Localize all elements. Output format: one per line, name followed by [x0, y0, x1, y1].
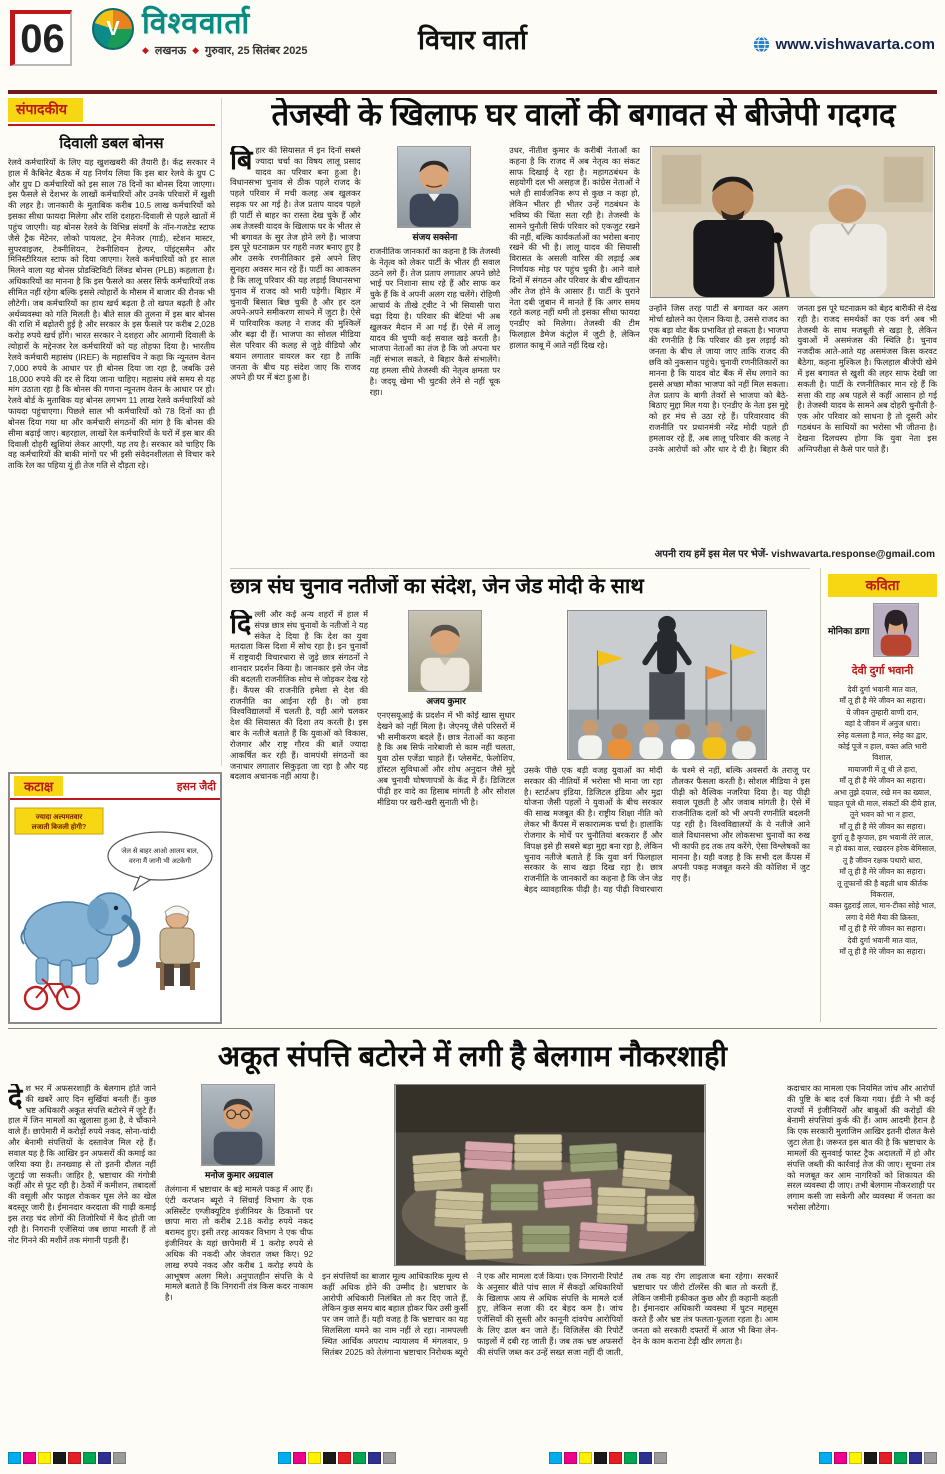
poem-line: माँ तू ही है मेरे जीवन का सहारा। [839, 867, 926, 877]
poem-line: अभा तुझे दयाल, रखे मन का ख्याल, [833, 787, 932, 797]
article-2 [230, 568, 810, 1022]
article-2-headline: छात्र संघ चुनाव नतीजों का संदेश, जेन जेड मोदी के साथ [230, 575, 644, 598]
brand-logo-icon [92, 8, 134, 50]
article-2-text-1: ल्ली और कई अन्य शहरों में हाल में संपन्न छात्र संघ चुनावों के नतीजों ने यह संकेत दे दिया है कि देश का युवा मतदाता किस दिशा में सोच रहा है। इन चुनावों में राष्ट्रवादी विचारधारा से जुड़े छात्र संगठनों ने शानदार प्रदर्शन किया है। जानकार इसे जेन जेड की बदलती राजनीतिक सोच से जोड़कर देख रहे हैं। कैंपस की राजनीति हमेशा से देश की राजनीति का आईना रही है। जो हवा विश्वविद्यालयों में चलती है, वही आगे चलकर देश की सियासत की दिशा तय करती है। इस बार के नतीजे बताते हैं कि युवाओं को विकास, रोजगार और राष्ट्र गौरव की बातें ज्यादा आकर्षित कर रही हैं। वामपंथी संगठनों का जनाधार लगातार सिकुड़ता जा रहा है और यह बदलाव अचानक नहीं आया है। [230, 610, 368, 782]
page-number: 06 [10, 10, 72, 66]
cartoon-box [8, 772, 222, 1024]
color-swatch [564, 1452, 577, 1464]
color-swatch [383, 1452, 396, 1464]
article-1-author-photo [397, 146, 473, 243]
color-swatch [278, 1452, 291, 1464]
article-2-text-3: उसके पीछे एक बड़ी वजह युवाओं का मोदी सरकार की नीतियों में भरोसा भी माना जा रहा है। स्टार्टअप इंडिया, डिजिटल इंडिया और मुद्रा योजना जैसी पहलों ने युवाओं के बीच सरकार की साख मजबूत की है। राष्ट्रीय शिक्षा नीति को लेकर भी कैंपस में सकारात्मक चर्चा है। हालांकि रोजगार के मोर्चे पर चुनौतियां बरकरार हैं और विपक्ष इसे ही सबसे बड़ा मुद्दा बना रहा है, लेकिन चुनाव नतीजे बताते हैं कि युवा वर्ग फिलहाल सरकार के साथ खड़ा दिख रहा है। छात्र राजनीति के जानकारों का कहना है कि जेन जेड बेहद व्यावहारिक पीढ़ी है। यह पीढ़ी विचारधारा के चश्मे से नहीं, बल्कि अवसरों के तराजू पर तौलकर फैसला करती है। सोशल मीडिया ने इस पीढ़ी को वैश्विक नजरिया दिया है। यह पीढ़ी सवाल पूछती है और जवाब मांगती है। ऐसे में राजनीतिक दलों को भी अपनी रणनीति बदलनी पड़ रही है। विश्वविद्यालयों के ये नतीजे आने वाले विधानसभा और लोकसभा चुनावों का रुख भी काफी हद तक तय करेंगे, ऐसा विश्लेषकों का मानना है। यही वजह है कि सभी दल कैंपस में अपनी पकड़ मजबूत करने की कोशिश में जुट गए हैं। [524, 766, 810, 895]
color-swatch [609, 1452, 622, 1464]
article-1-column-3: उधर, नीतीश कुमार के करीबी नेताओं का कहना है कि राजद में अब नेतृत्व का संकट साफ दिखाई दे रहा है। महागठबंधन के सहयोगी दल भी असहज हैं। कांग्रेस नेताओं ने भले ही सार्वजनिक रूप से कुछ न कहा हो, लेकिन भीतर ही भीतर उन्हें गठबंधन के भविष्य की चिंता सता रही है। तेजस्वी के सामने चुनौती सिर्फ परिवार को एकजुट रखने की नहीं, बल्कि कार्यकर्ताओं का भरोसा बनाए रखने की भी है। लालू यादव की सियासी विरासत के असली वारिस की लड़ाई अब निर्णायक मोड़ पर पहुंच चुकी है। आने वाले दिनों में संगठन और परिवार के बीच खींचतान और तेज होने के आसार हैं। पार्टी के पुराने नेता दबी जुबान में मानते हैं कि अगर समय रहते कलह नहीं थमी तो इसका सीधा फायदा एनडीए को मिलेगा। तेजस्वी की टीम फिलहाल डैमेज कंट्रोल में जुटी है, लेकिन हालात काबू में आते नहीं दिख रहे। [509, 146, 640, 350]
poem-line: माँ तू ही है मेरे जीवन का सहारा। [839, 696, 926, 706]
article-3-author-name: मनोज कुमार अग्रवाल [204, 1170, 274, 1180]
poem-line: न हो वंका वाल, रखदरन हरेक बेमिसाल, [828, 844, 937, 854]
article-1-politicians-photo [650, 146, 935, 298]
article-2-students-photo [567, 610, 767, 760]
masthead-title: विश्ववार्ता [142, 7, 251, 40]
cartoon-label: कटाक्ष [14, 776, 63, 796]
poem-body [828, 684, 937, 957]
globe-icon [753, 36, 770, 53]
color-swatch [594, 1452, 607, 1464]
cartoon-box-text-1: ज्यादा अल्पमतवार [35, 814, 83, 821]
poem-line: दुर्गा तू है कृपाल, हम भवानी तेरे लाल, [832, 833, 933, 843]
poem-line: माँ तू ही है मेरे जीवन का सहारा। [839, 821, 926, 831]
poem-author-photo [873, 603, 919, 657]
color-swatch [579, 1452, 592, 1464]
poem-title: देवी दुर्गा भवानी [851, 665, 914, 677]
masthead-brand [92, 8, 308, 58]
color-swatch [308, 1452, 321, 1464]
article-2-column-3-4 [524, 610, 810, 1012]
color-swatch [909, 1452, 922, 1464]
dateline-city: लखनऊ [154, 44, 187, 57]
article-1-text-4: उन्होंने जिस तरह पार्टी से बगावत कर अलग मोर्चा खोलने का ऐलान किया है, उससे राजद का एक बड़ा वोट बैंक प्रभावित हो सकता है। भाजपा की रणनीति है कि परिवार की इस लड़ाई को जनता के बीच ले जाया जाए ताकि राजद की छवि को नुकसान पहुंचे। चुनावी रणनीतिकारों का मानना है कि यादव वोट बैंक में सेंध लगाने का इससे अच्छा मौका भाजपा को नहीं मिल सकता। तेज प्रताप के बागी तेवरों से भाजपा को बैठे-बिठाए मुद्दा मिल गया है। एनडीए के नेता इस मुद्दे को हर मंच से उठा रहे हैं। परिवारवाद की राजनीति पर प्रधानमंत्री नरेंद्र मोदी पहले ही हमलावर रहे हैं, अब लालू परिवार की कलह ने उनके आरोपों को और धार दे दी है। बिहार की जनता इस पूरे घटनाक्रम को बेहद बारीकी से देख रही है। राजद समर्थकों का एक वर्ग अब भी तेजस्वी के साथ मजबूती से खड़ा है, लेकिन युवाओं में असमंजस की स्थिति है। चुनाव नजदीक आते-आते यह असमंजस किस करवट बैठेगा, कहना मुश्किल है। फिलहाल बीजेपी खेमे में इस बगावत से खुशी की लहर साफ देखी जा सकती है। पार्टी के रणनीतिकार मान रहे हैं कि सत्ता की राह अब पहले से कहीं आसान हो गई है। तेजस्वी यादव के सामने अब दोहरी चुनौती है- एक ओर परिवार को साधना है तो दूसरी ओर गठबंधन के साथियों का भरोसा भी जीतना है। देखना दिलचस्प होगा कि युवा नेता इस अग्निपरीक्षा से कैसे पार पाते हैं। [648, 304, 937, 454]
color-swatch [83, 1452, 96, 1464]
article-3-dropcap: दे [8, 1084, 23, 1113]
website-link[interactable] [753, 36, 935, 53]
color-swatch [23, 1452, 36, 1464]
section-divider [8, 1028, 937, 1029]
article-1-dropcap: बि [230, 146, 253, 175]
color-swatch [639, 1452, 652, 1464]
poem-line: स्नेह वत्सला है मात, स्नेह का द्वार, [837, 730, 928, 740]
color-swatch [353, 1452, 366, 1464]
poem-line: देवी दुर्गा भवानी मात वात, [847, 685, 918, 694]
editorial-title: दिवाली डबल बोनस [59, 135, 164, 152]
color-swatch [624, 1452, 637, 1464]
article-3-column-2 [165, 1084, 313, 1436]
article-1-headline: तेजस्वी के खिलाफ घर वालों की बगावत से बीजेपी गदगद [271, 98, 896, 132]
poem-line: वक्त दुहराई लाल, मान-टीका सोहे भाल, [829, 901, 936, 911]
color-swatch [113, 1452, 126, 1464]
registration-swatch-group [819, 1452, 937, 1466]
editorial-section [8, 98, 222, 766]
color-swatch [894, 1452, 907, 1464]
color-swatch [819, 1452, 832, 1464]
article-2-author-name: अजय कुमार [426, 696, 466, 706]
print-registration-bars [8, 1452, 937, 1466]
color-swatch [924, 1452, 937, 1464]
color-swatch [293, 1452, 306, 1464]
poem-label: कविता [828, 574, 937, 597]
article-1-column-1 [230, 146, 361, 528]
website-url[interactable]: www.vishwavarta.com [775, 36, 935, 53]
editorial-label: संपादकीय [8, 98, 83, 122]
feedback-email[interactable]: अपनी राय हमें इस मेल पर भेजें- vishwavarta.response@gmail.com [654, 549, 935, 560]
article-3-column-3-4-5 [322, 1084, 778, 1436]
article-3-text-1: श भर में अफसरशाही के बेलगाम होते जाने की खबरें आए दिन सुर्खियां बनती हैं। कुछ भ्रष्ट अधिकारी अकूत संपत्ति बटोरने में जुटे हैं। हाल में जिन मामलों का खुलासा हुआ है, वे चौंकाने वाले हैं। छापेमारी में करोड़ों रुपये नकद, सोना-चांदी और बेनामी संपत्तियों के दस्तावेज मिल रहे हैं। सवाल यह है कि आखिर इन अफसरों की कमाई का जरिया क्या है। तनख्वाह से तो इतनी दौलत नहीं जुटाई जा सकती। जाहिर है, भ्रष्टाचार की गंगोत्री कहीं और से फूट रही है। ठेकों में कमीशन, तबादलों की वसूली और फाइल रोककर घूस लेने का खेल बदस्तूर जारी है। ईमानदार करदाता की गाढ़ी कमाई इस तरह चंद लोगों की तिजोरियों में कैद होती जा रही है। निगरानी एजेंसियां जब छापा मारती हैं तो नोट गिनने की मशीनें तक मंगानी पड़ती हैं। [8, 1084, 156, 1245]
dateline [142, 43, 308, 58]
article-2-column-2 [377, 610, 515, 1012]
color-swatch [368, 1452, 381, 1464]
cartoon-box-text-2: लजाती बिजली होगी? [31, 824, 87, 831]
dateline-date: गुरुवार, 25 सितंबर 2025 [205, 44, 308, 57]
article-1-text-2: राजनीतिक जानकारों का कहना है कि तेजस्वी के नेतृत्व को लेकर पार्टी के भीतर ही सवाल उठने लगे हैं। तेज प्रताप लगातार अपने छोटे भाई पर निशाना साध रहे हैं और साफ कर चुके हैं कि वे अपनी अलग राह चलेंगे। रोहिणी आचार्य के तीखे ट्वीट ने भी सियासी पारा चढ़ा दिया है। परिवार की बेटियां भी अब खुलकर मैदान में आ गई हैं। ऐसे में लालू यादव की चुप्पी कई सवाल खड़े करती है। भाजपा नेताओं का तंज है कि जो अपना घर नहीं संभाल सकते, वे बिहार कैसे संभालेंगे। यह हमला सीधे तेजस्वी की नेतृत्व क्षमता पर है। जदयू खेमा भी चुटकी लेने से नहीं चूक रहा। [369, 247, 501, 397]
color-swatch [53, 1452, 66, 1464]
color-swatch [864, 1452, 877, 1464]
registration-swatch-group [8, 1452, 126, 1466]
article-1 [230, 98, 937, 560]
poem-line: चाहत पूजे धी माल, संकटों की दीये हाल, [828, 798, 937, 808]
logo-letter: V [106, 17, 120, 40]
article-3-author-photo [201, 1084, 277, 1181]
poem-line: कोई पूजे न हाल, वक्त अति भारी विशाल, [838, 741, 927, 763]
poem-line: माँ तू ही है मेरे जीवन का सहारा। [839, 776, 926, 786]
poem-line: माँ तू ही है मेरे जीवन का सहारा। [839, 946, 926, 956]
article-3-headline: अकूत संपत्ति बटोरने में लगी है बेलगाम नौकरशाही [217, 1041, 728, 1073]
article-1-column-2 [370, 146, 501, 528]
cartoon-illustration [10, 800, 220, 1018]
color-swatch [338, 1452, 351, 1464]
color-swatch [323, 1452, 336, 1464]
registration-swatch-group [549, 1452, 667, 1466]
article-1-author-name: संजय सक्सेना [412, 232, 458, 242]
cartoon-bubble-text-2: वरना मैं जानी भी अटकेगी [128, 858, 192, 865]
poem-line: माँ तू ही है मेरे जीवन का सहारा। [839, 924, 926, 934]
article-3-money-photo [394, 1084, 706, 1266]
article-2-text-2: एनएसयूआई के प्रदर्शन में भी कोई खास सुधार देखने को नहीं मिला है। जेएनयू जैसे परिसरों में भी समीकरण बदले हैं। छात्र नेताओं का कहना है कि अब सिर्फ नारेबाजी से काम नहीं चलता, युवा ठोस एजेंडा चाहते हैं। प्लेसमेंट, फेलोशिप, हॉस्टल सुविधाओं और शोध अनुदान जैसे मुद्दे अब चुनावी घोषणापत्रों के केंद्र में हैं। डिजिटल पीढ़ी हर वादे का हिसाब मांगती है और सोशल मीडिया पर खरी-खरी सुनाती भी है। [377, 711, 515, 807]
poem-line: देवी दुर्गा भवानी मात वात, [847, 935, 918, 945]
color-swatch [98, 1452, 111, 1464]
article-1-text-1: हार की सियासत में इन दिनों सबसे ज्यादा चर्चा का विषय लालू प्रसाद यादव का परिवार बना हुआ है। विधानसभा चुनाव से ठीक पहले राजद के पहले परिवार में मची कलह अब खुलकर सड़क पर आ गई है। तेज प्रताप यादव पहले ही पार्टी से बाहर का रास्ता देख चुके हैं और अब तेजस्वी यादव के खिलाफ घर के भीतर से भी बगावत के सुर तेज होने लगे हैं। भाजपा इस पूरे घटनाक्रम पर गहरी नजर बनाए हुए है और उसके रणनीतिकार इसे अपने लिए सुनहरा अवसर मान रहे हैं। पार्टी का आकलन है कि लालू परिवार की यह लड़ाई विधानसभा चुनाव में राजद को भारी पड़ेगी। बिहार में चुनावी बिसात बिछ चुकी है और हर दल अपने-अपने समीकरण साधने में जुटा है। ऐसे में पारिवारिक कलह ने राजद की मुश्किलें और बढ़ा दी हैं। भाजपा का सोशल मीडिया सेल परिवार की कलह से जुड़े वीडियो और बयान लगातार वायरल कर रहा है ताकि जनता के बीच यह संदेश जाए कि राजद अपने ही घर में बंटा हुआ है। [230, 146, 361, 383]
color-swatch [8, 1452, 21, 1464]
article-2-author-photo [408, 610, 484, 707]
diamond-icon: ◆ [142, 44, 149, 55]
poem-line: तू है जीवन रक्षक पथारो धारा, [842, 855, 923, 865]
color-swatch [879, 1452, 892, 1464]
poem-author-name: मोनिका डागा [828, 625, 870, 636]
article-2-dropcap: दि [230, 610, 252, 639]
poem-section [820, 568, 937, 1022]
article-3 [8, 1036, 937, 1438]
editorial-body: रेलवे कर्मचारियों के लिए यह खुशखबरी की तैयारी है। केंद्र सरकार ने हाल में कैबिनेट बैठक में यह निर्णय लिया कि इस बार रेलवे के ग्रुप C और ग्रुप D कर्मचारियों को इस साल 78 दिनों का बोनस दिया जाएगा। इस फैसले से देशभर के लाखों कर्मचारियों और उनके परिवारों में खुशी की लहर है। जानकारी के मुताबिक करीब 10.5 लाख कर्मचारियों को इसका सीधा फायदा मिलेगा और राशि दशहरा-दिवाली से पहले खातों में पहुंच जाएगी। यह बोनस रेलवे के विभिन्न संवर्गों के नॉन-गजटेड स्टाफ जैसे ट्रैक मेंटेनर, लोको पायलट, ट्रेन मैनेजर (गार्ड), स्टेशन मास्टर, सुपरवाइजर, टेक्नीशियन, टेक्नीशियन हेल्पर, पॉइंट्समैन और मिनिस्टीरियल स्टाफ को दिया जाएगा। रेलवे कर्मचारियों को हर साल मिलने वाला यह बोनस प्रोडक्टिविटी लिंक्ड बोनस (PLB) कहलाता है। अधिकारियों का मानना है कि इस फैसले का असर सिर्फ कर्मचारियों तक सीमित नहीं रहेगा बल्कि इससे त्योहारों के मौसम में बाजार की रौनक भी लौटेगी। जब कर्मचारियों का हाथ खर्च बढ़ता है तो खपत बढ़ती है और अर्थव्यवस्था को गति मिलती है। बीते साल की तुलना में इस बार बोनस की राशि में बढ़ोतरी हुई है और सरकार के इस फैसले पर करीब 2,028 करोड़ रुपये खर्च होंगे। भारत सरकार ने दशहरा और आगामी दिवाली के त्योहारों के मद्देनजर रेल कर्मचारियों को यह तोहफा दिया है। भारतीय रेलवे कर्मचारी महासंघ (IREF) के महासचिव ने कहा कि न्यूनतम वेतन 7,000 रुपये के आधार पर ही बोनस दिया जा रहा है, जबकि उसे 18,000 रुपये की दर से दिया जाना चाहिए। महासंघ लंबे समय से यह मांग उठाता रहा है कि बोनस की गणना न्यूनतम वेतन के आधार पर हो। रेलवे बोर्ड के मुताबिक यह बोनस लगभग 11 लाख रेलवे कर्मचारियों को फायदा पहुंचाएगा। पिछले साल भी कर्मचारियों को 78 दिनों का ही बोनस दिया गया था और कर्मचारी संगठनों की मांग है कि बोनस की सीमा बढ़ाई जाए। बहरहाल, लाखों रेल कर्मचारियों के घरों में इस बार की दिवाली दोहरी खुशियां लेकर आएगी, यह तय है। सरकार को चाहिए कि वह कर्मचारियों की बाकी मांगों पर भी इसी संवेदनशीलता से विचार करे ताकि रेल का पहिया यूं ही तेज गति से दौड़ता रहे। [8, 158, 215, 471]
section-title: विचार वार्ता [417, 25, 528, 55]
article-3-text-3: इन संपत्तियों का बाजार मूल्य आधिकारिक मूल्य से कहीं अधिक होने की उम्मीद है। भ्रष्टाचार के आरोपी अधिकारी निलंबित तो कर दिए जाते हैं, लेकिन कुछ समय बाद बहाल होकर फिर उसी कुर्सी पर जम जाते हैं। यही वजह है कि भ्रष्टाचार का यह सिलसिला थमने का नाम नहीं ले रहा। नामपल्ली स्थित आर्थिक अपराध न्यायालय में मंगलवार, 9 सितंबर 2025 को तेलंगाना भ्रष्टाचार निरोधक ब्यूरो ने एक और मामला दर्ज किया। एक निगरानी रिपोर्ट के अनुसार बीते पांच साल में सैकड़ों अधिकारियों के खिलाफ आय से अधिक संपत्ति के मामले दर्ज हुए, लेकिन सजा की दर बेहद कम है। जांच एजेंसियों की सुस्ती और कानूनी दांवपेच आरोपियों के लिए ढाल बन जाते हैं। विजिलेंस की रिपोर्टें फाइलों में दबी रह जाती हैं। जब तक भ्रष्ट अफसरों की संपत्ति जब्त कर उन्हें सख्त सजा नहीं दी जाती, तब तक यह रोग लाइलाज बना रहेगा। सरकारें भ्रष्टाचार पर जीरो टॉलरेंस की बात तो करती हैं, लेकिन जमीनी हकीकत कुछ और ही कहानी कहती है। ईमानदार अधिकारी व्यवस्था में घुटन महसूस करते हैं और भ्रष्ट तंत्र फलता-फूलता रहता है। आम जनता को सरकारी दफ्तरों में आज भी बिना लेन-देन के काम कराना टेढ़ी खीर लगता है। [322, 1272, 778, 1357]
cartoon-author: हसन जैदी [176, 780, 216, 793]
poem-line: लगा दे मेरी मैया की क्रिस्ता, [845, 912, 920, 922]
poem-line: तूने भवन को भा न हारा, [849, 810, 916, 820]
article-3-text-2: तेलंगाना में भ्रष्टाचार के बड़े मामले पकड़ में आए हैं। एंटी करप्शन ब्यूरो ने सिंचाई विभाग के एक असिस्टेंट एग्जीक्यूटिव इंजीनियर के ठिकानों पर छापा मारा तो करीब 2.18 करोड़ रुपये नकद बरामद हुए। इसी तरह आयकर विभाग ने एक चीफ इंजीनियर के यहां छापेमारी में 1 करोड़ रुपये से अधिक की नकदी और जेवरात जब्त किए। 92 लाख रुपये नकद और करीब 1 करोड़ रुपये के आभूषण अलग मिले। अनुपातहीन संपत्ति के ये मामले बताते हैं कि निगरानी तंत्र किस कदर नाकाम है। [165, 1185, 313, 1303]
article-2-column-1 [230, 610, 368, 1012]
poem-line: मायाजगी में तू थी ले हारा, [847, 764, 918, 774]
color-swatch [849, 1452, 862, 1464]
poem-line: वहां दे जीवन में अनुज धारा। [844, 719, 921, 729]
page-header [8, 6, 937, 86]
color-swatch [549, 1452, 562, 1464]
color-swatch [654, 1452, 667, 1464]
color-swatch [68, 1452, 81, 1464]
registration-swatch-group [278, 1452, 396, 1466]
cartoon-bubble-text-1: जेल से बाहर आओ आलम बाल, [121, 848, 199, 855]
poem-line: तू तूफानों की है बहती धाव कीर्तक विकराल, [837, 878, 928, 900]
article-1-column-4-5 [649, 146, 937, 528]
article-3-column-6: कदाचार का मामला एक नियमित जांच और आरोपों की पुष्टि के बाद दर्ज किया गया। ईडी ने भी कई राज्यों में इंजीनियरों और बाबुओं की करोड़ों की बेनामी संपत्तियां कुर्क की हैं। आम आदमी हैरान है कि एक सरकारी मुलाजिम आखिर इतनी दौलत कैसे जुटा लेता है। जरूरत इस बात की है कि भ्रष्टाचार के मामलों की सुनवाई फास्ट ट्रैक अदालतों में हो और संपत्ति जब्ती की कार्रवाई तेज की जाए। सूचना तंत्र को मजबूत कर आम नागरिकों को शिकायत की सरल व्यवस्था दी जाए। तभी बेलगाम नौकरशाही पर लगाम कसी जा सकेगी और व्यवस्था में जनता का भरोसा लौटेगा। [787, 1084, 935, 1213]
diamond-icon: ◆ [192, 44, 200, 55]
poem-line: ये जीवन तुम्हारी वाणी दान, [846, 707, 919, 717]
color-swatch [834, 1452, 847, 1464]
header-rule [8, 90, 937, 94]
color-swatch [38, 1452, 51, 1464]
editorial-header [8, 98, 215, 126]
article-3-column-1 [8, 1084, 156, 1436]
